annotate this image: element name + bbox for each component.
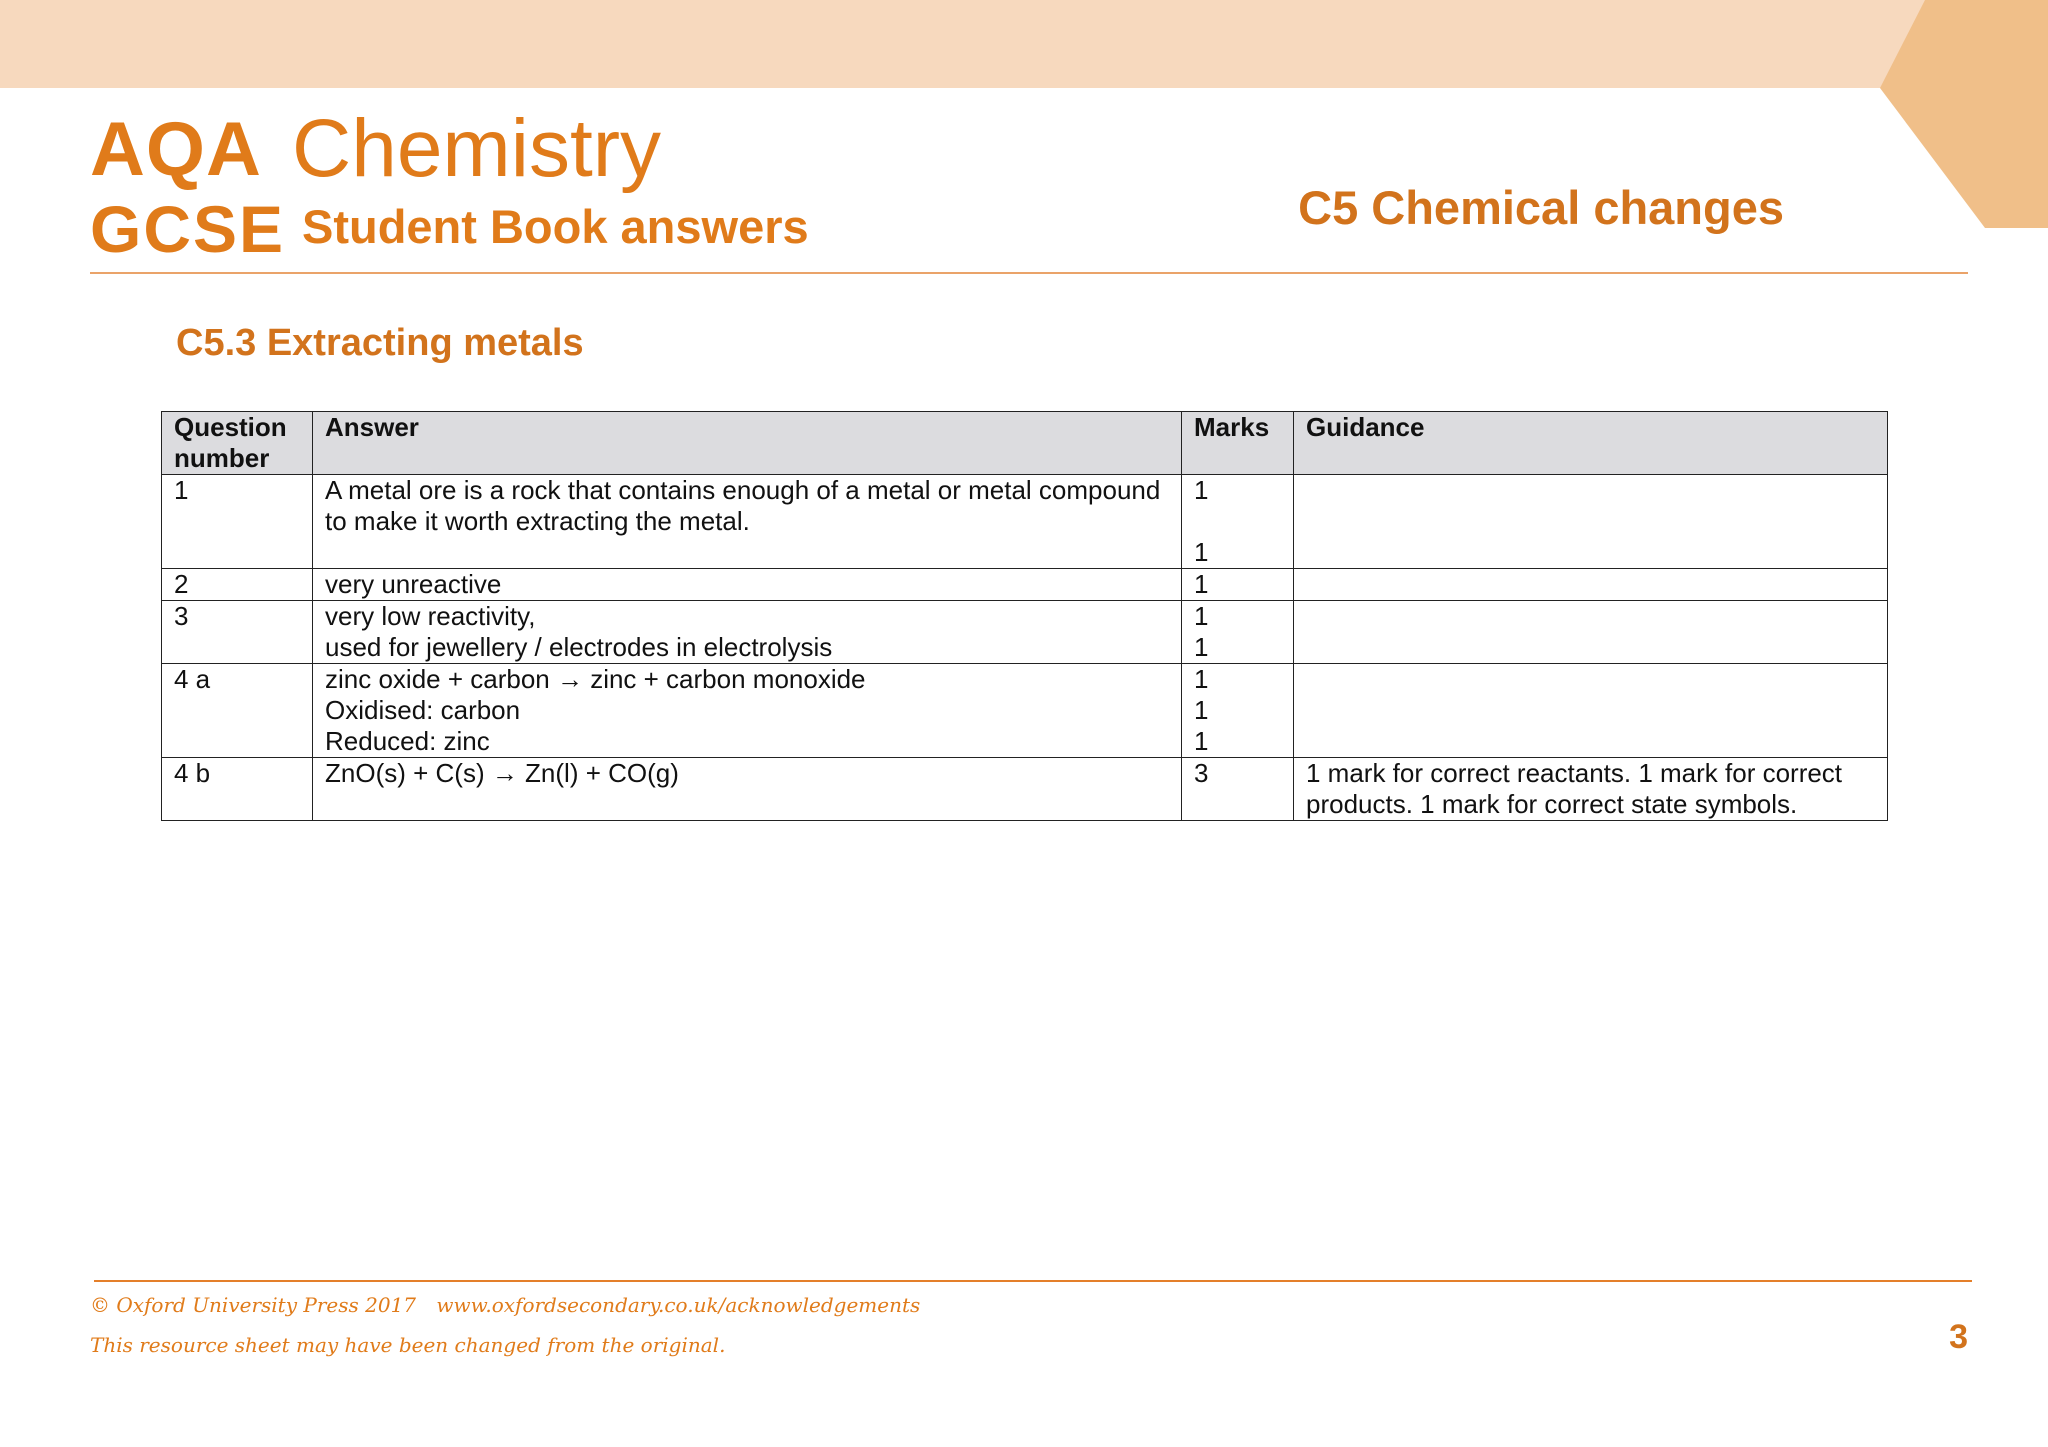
guidance-cell <box>1294 664 1888 758</box>
brand-chemistry: Chemistry <box>292 103 662 194</box>
answer-cell: very unreactive <box>313 569 1182 601</box>
answer-cell: ZnO(s) + C(s) → Zn(l) + CO(g) <box>313 758 1182 821</box>
marks-cell: 1 <box>1182 569 1294 601</box>
marks-cell: 3 <box>1182 758 1294 821</box>
question-cell: 4 b <box>162 758 313 821</box>
footer-copyright: © Oxford University Press 2017 <box>90 1293 417 1317</box>
table-row <box>162 758 1888 821</box>
section-title: C5.3 Extracting metals <box>176 322 584 364</box>
marks-cell: 1 1 <box>1182 475 1294 569</box>
answers-table <box>161 411 1888 821</box>
guidance-cell <box>1294 569 1888 601</box>
footer-divider <box>94 1280 1972 1282</box>
chapter-title: C5 Chemical changes <box>1298 181 1784 234</box>
footer-url: www.oxfordsecondary.co.uk/acknowledgements <box>436 1293 921 1317</box>
guidance-cell <box>1294 475 1888 569</box>
header-divider <box>90 272 1968 274</box>
table-row <box>162 475 1888 569</box>
corner-decoration <box>1880 0 2048 230</box>
brand-aqa: AQA <box>90 107 262 192</box>
header-question-number: Question number <box>162 412 313 475</box>
answer-cell: zinc oxide + carbon → zinc + carbon monoxide Oxidised: carbon Reduced: zinc <box>313 664 1182 758</box>
page-number: 3 <box>1949 1318 1968 1356</box>
header-guidance: Guidance <box>1294 412 1888 475</box>
answer-cell: very low reactivity, used for jewellery / electrodes in electrolysis <box>313 601 1182 664</box>
footer-note: This resource sheet may have been changed from the original. <box>90 1333 726 1357</box>
table-header-row <box>162 412 1888 475</box>
header-answer: Answer <box>313 412 1182 475</box>
marks-cell: 1 1 <box>1182 601 1294 664</box>
question-cell: 2 <box>162 569 313 601</box>
answer-cell: A metal ore is a rock that contains enough of a metal or metal compound to make it worth extracting the metal. <box>313 475 1182 569</box>
top-decorative-band <box>0 0 2048 88</box>
question-cell: 3 <box>162 601 313 664</box>
table-row <box>162 569 1888 601</box>
question-cell: 4 a <box>162 664 313 758</box>
table-row <box>162 664 1888 758</box>
footer-copyright-line <box>90 1293 920 1317</box>
brand-gcse: GCSE <box>90 192 286 266</box>
brand-subtitle: Student Book answers <box>302 200 809 253</box>
marks-cell: 1 1 1 <box>1182 664 1294 758</box>
guidance-cell <box>1294 601 1888 664</box>
question-cell: 1 <box>162 475 313 569</box>
guidance-cell: 1 mark for correct reactants. 1 mark for correct products. 1 mark for correct state symbols. <box>1294 758 1888 821</box>
header-marks: Marks <box>1182 412 1294 475</box>
table-row <box>162 601 1888 664</box>
